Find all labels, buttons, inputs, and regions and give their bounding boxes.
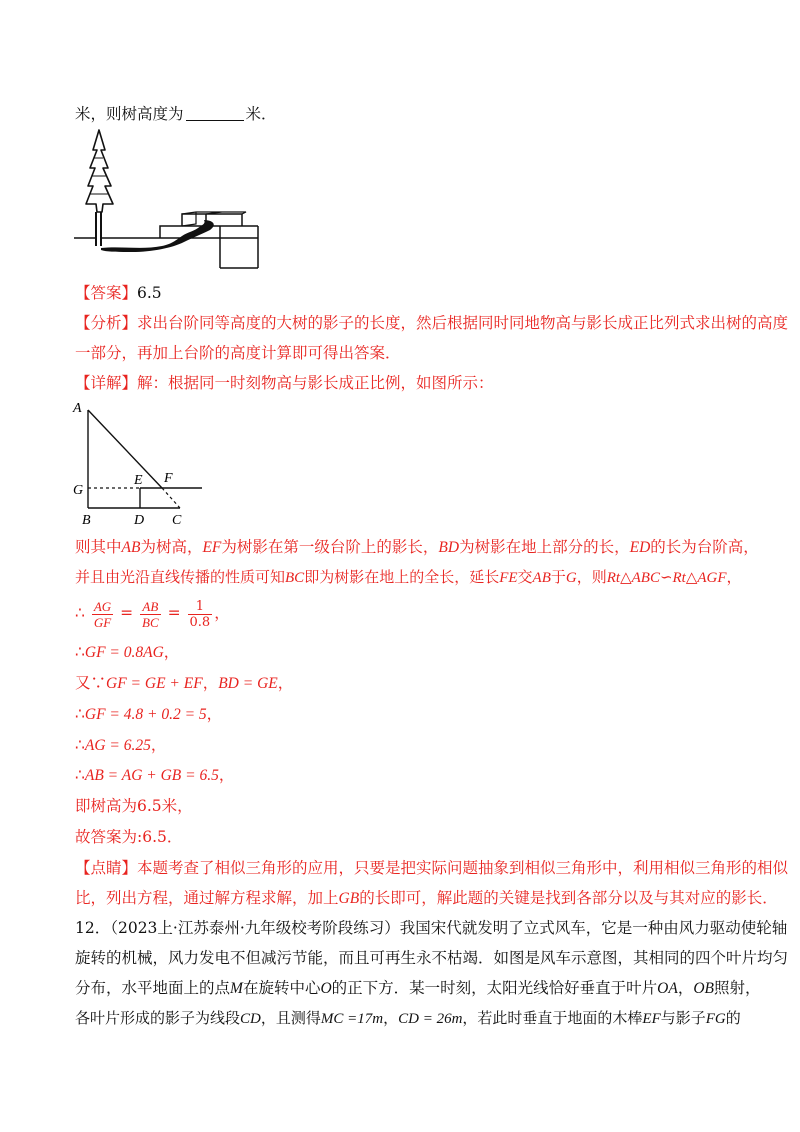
therefore-symbol: ∴ <box>75 604 85 622</box>
q12-line-3 <box>75 978 761 999</box>
var-AB: AB <box>121 539 141 556</box>
var-G: G <box>565 570 577 586</box>
explain-text: 则其中 <box>75 538 122 556</box>
equation: AG = 6.25 <box>84 737 151 754</box>
therefore-symbol: ∴ <box>75 643 85 661</box>
var-ED: ED <box>629 539 651 556</box>
equation: AB = AG + GB = 6.5 <box>84 767 219 784</box>
var-AB: AB <box>532 570 551 586</box>
final-answer-text: 故答案为: <box>75 828 143 846</box>
measure-MC: MC =17m <box>320 1011 384 1027</box>
answer-value: 6.5 <box>137 284 162 302</box>
var-EF: EF <box>202 539 222 556</box>
denominator: GF <box>93 614 112 630</box>
comment-text-2b: 的长即可，解此题的关键是找到各部分以及与其对应的影长． <box>359 889 778 907</box>
question-tail-text: 米，则树高度为 <box>75 105 184 123</box>
label-D: D <box>134 513 145 528</box>
step-3 <box>75 673 293 694</box>
label-E: E <box>134 473 143 488</box>
analysis-line-1 <box>75 313 788 333</box>
comma: ， <box>218 766 235 784</box>
explain-line-2 <box>75 567 742 588</box>
numerator: AG <box>93 598 112 614</box>
var-FG: FG <box>705 1011 726 1027</box>
analysis-text-1: 求出台阶同等高度的大树的影子的长度，然后根据同时同地物高与影长成正比列式求出树的高度 <box>137 314 789 332</box>
q12-line-2 <box>75 948 788 968</box>
analysis-line-2 <box>75 343 401 363</box>
comment-line-1 <box>75 858 788 878</box>
answer-line <box>75 283 162 303</box>
label-G: G <box>73 483 84 498</box>
unit-text: 米， <box>161 797 193 815</box>
q12-text: 照射， <box>714 979 761 997</box>
explain-text: 并且由光沿直线传播的性质可知 <box>75 568 286 586</box>
explain-text: 为树高， <box>140 538 203 556</box>
triangle-diagram <box>68 398 218 530</box>
measure-CD: CD = 26m <box>398 1011 463 1027</box>
q12-text: ，且测得 <box>260 1009 321 1027</box>
similar-triangles-expr: Rt△ABC∽Rt△AGF <box>606 570 727 586</box>
analysis-text-2: 一部分，再加上台阶的高度计算即可得出答案． <box>75 344 401 362</box>
explain-text: ， <box>726 568 742 586</box>
var-EF: EF <box>642 1011 661 1027</box>
explain-text: 于 <box>550 568 566 586</box>
var-OB: OB <box>693 980 715 997</box>
label-F: F <box>164 471 173 486</box>
var-CD: CD <box>240 1011 261 1027</box>
tree-steps-figure <box>72 128 262 270</box>
detail-label: 【详解】 <box>75 374 138 392</box>
therefore-symbol: ∴ <box>75 736 85 754</box>
var-FE: FE <box>499 570 518 586</box>
comma: ， <box>163 643 180 661</box>
equation: BD = GE <box>218 675 278 692</box>
because-symbol: 又∵ <box>75 674 107 692</box>
numerator: 1 <box>188 599 213 615</box>
therefore-symbol: ∴ <box>75 766 85 784</box>
explain-text: 的长为台阶高， <box>650 538 759 556</box>
step-6 <box>75 765 234 786</box>
denominator: 0.8 <box>189 614 211 630</box>
denominator: BC <box>142 614 159 630</box>
q12-line-1 <box>75 918 787 938</box>
var-O: O <box>320 980 332 997</box>
q12-text: 的 <box>725 1009 741 1027</box>
label-B: B <box>82 513 91 528</box>
comma: ， <box>214 604 230 622</box>
comment-label: 【点睛】 <box>75 859 138 877</box>
var-BC: BC <box>285 570 305 586</box>
value: 6.5 <box>137 797 162 815</box>
comma: ， <box>150 736 167 754</box>
q12-text: 各叶片形成的影子为线段 <box>75 1009 241 1027</box>
var-M: M <box>230 980 243 997</box>
equals-sign: = <box>120 604 134 622</box>
equation: GF = 0.8AG <box>84 644 164 661</box>
q12-line-4 <box>75 1008 741 1029</box>
step-7 <box>75 796 193 816</box>
numerator: AB <box>140 599 161 615</box>
comment-line-2 <box>75 888 778 909</box>
equation: GF = GE + EF <box>106 675 203 692</box>
conclusion-text: 即树高为 <box>75 797 138 815</box>
q12-text: 在旋转中心 <box>242 979 321 997</box>
answer-blank <box>186 106 244 121</box>
var-GB: GB <box>338 890 360 907</box>
explain-text: ，则 <box>576 568 607 586</box>
comment-text-1: 本题考查了相似三角形的应用，只要是把实际问题抽象到相似三角形中，利用相似三角形的相似 <box>137 859 789 877</box>
q12-text: 分布，水平地面上的点 <box>75 979 231 997</box>
step-4 <box>75 704 222 725</box>
label-C: C <box>172 513 182 528</box>
equation: GF = 4.8 + 0.2 = 5 <box>84 706 207 723</box>
value: 6.5 <box>142 828 167 846</box>
var-BD: BD <box>438 539 460 556</box>
comma: ， <box>202 674 219 692</box>
q12-text-2: 旋转的机械，风力发电不但减污节能，而且可再生永不枯竭．如图是风车示意图，其相同的四个叶片均匀 <box>75 949 789 967</box>
equals-sign: = <box>167 604 181 622</box>
comma: ， <box>206 705 223 723</box>
explain-text: 交 <box>517 568 533 586</box>
period: ． <box>166 828 183 846</box>
q12-text: ， <box>677 979 694 997</box>
explain-line-1 <box>75 537 759 558</box>
detail-line <box>75 373 494 393</box>
fraction-1-0.8 <box>188 599 213 630</box>
comment-text-2a: 比，列出方程，通过解方程求解，加上 <box>75 889 339 907</box>
q12-text: ， <box>383 1009 399 1027</box>
therefore-symbol: ∴ <box>75 705 85 723</box>
q12-text: 与影子 <box>660 1009 706 1027</box>
answer-label: 【答案】 <box>75 284 138 302</box>
label-A: A <box>73 401 82 416</box>
step-2 <box>75 642 179 663</box>
explain-text: 即为树影在地上的全长，延长 <box>304 568 500 586</box>
q12-text-1: 12．（2023上·江苏泰州·九年级校考阶段练习）我国宋代就发明了立式风车，它是一种由风力驱动使轮轴 <box>75 919 788 937</box>
q12-text: 的正下方．某一时刻，太阳光线恰好垂直于叶片 <box>331 979 658 997</box>
step-1 <box>75 596 230 630</box>
question-tail-end: 米． <box>245 105 277 123</box>
step-5 <box>75 735 166 756</box>
step-8 <box>75 827 182 847</box>
detail-text: 解：根据同一时刻物高与影长成正比例，如图所示： <box>137 374 494 392</box>
fraction-AB-BC <box>140 599 161 630</box>
var-OA: OA <box>657 980 678 997</box>
analysis-label: 【分析】 <box>75 314 138 332</box>
explain-text: 为树影在第一级台阶上的影长， <box>221 538 439 556</box>
comma: ， <box>277 674 294 692</box>
fraction-AG-GF <box>92 599 113 630</box>
q12-text: ，若此时垂直于地面的木棒 <box>462 1009 643 1027</box>
question-tail-line <box>75 104 277 124</box>
explain-text: 为树影在地上部分的长， <box>459 538 630 556</box>
